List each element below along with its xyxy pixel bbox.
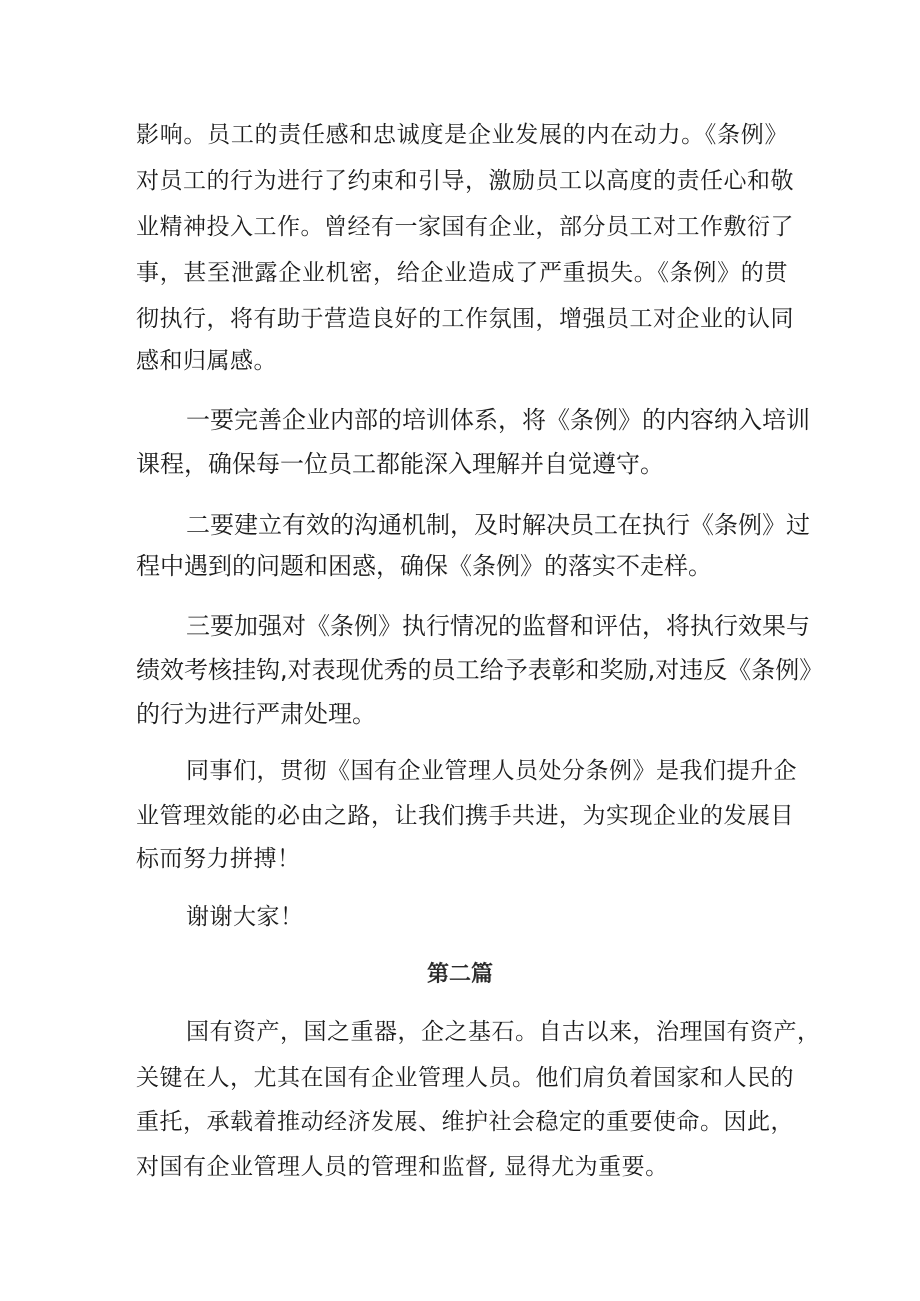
text-line: 重托，承载着推动经济发展、维护社会稳定的重要使命。因此， — [136, 1109, 794, 1135]
text-line: 二要建立有效的沟通机制，及时解决员工在执行《条例》过 — [186, 511, 810, 539]
text-line: 影响。员工的责任感和忠诚度是企业发展的内在动力。《条例》 — [136, 122, 788, 148]
text-line: 彻执行，将有助于营造良好的工作氛围，增强员工对企业的认同 — [136, 306, 794, 332]
text-line: 程中遇到的问题和困惑，确保《条例》的落实不走样。 — [136, 552, 712, 580]
text-line: 课程，确保每一位员工都能深入理解并自觉遵守。 — [136, 450, 664, 478]
text-line: 绩效考核挂钩,对表现优秀的员工给予表彰和奖励,对违反《条例》 — [136, 656, 824, 684]
text-line: 业管理效能的必由之路，让我们携手共进，为实现企业的发展目 — [136, 803, 794, 829]
text-line: 的行为进行严肃处理。 — [136, 700, 376, 728]
text-line: 对国有企业管理人员的管理和监督, 显得尤为重要。 — [136, 1154, 669, 1180]
text-line: 事，甚至泄露企业机密，给企业造成了严重损失。《条例》的贯 — [136, 260, 788, 286]
text-line: 同事们，贯彻《国有企业管理人员处分条例》是我们提升企 — [186, 758, 797, 784]
text-line: 感和归属感。 — [136, 348, 277, 374]
section-heading: 第二篇 — [426, 961, 493, 987]
text-line: 谢谢大家！ — [186, 904, 304, 930]
text-line: 关键在人，尤其在国有企业管理人员。他们肩负着国家和人民的 — [136, 1065, 794, 1091]
text-line: 标而努力拼搏！ — [136, 846, 301, 872]
text-line: 对员工的行为进行了约束和引导，激励员工以高度的责任心和敬 — [136, 168, 794, 194]
text-line: 业精神投入工作。曾经有一家国有企业，部分员工对工作敷衍了 — [136, 214, 794, 240]
text-line: 国有资产，国之重器，企之基石。自古以来，治理国有资产， — [186, 1019, 821, 1045]
text-line: 三要加强对《条例》执行情况的监督和评估，将执行效果与 — [186, 612, 810, 640]
text-line: 一要完善企业内部的培训体系，将《条例》的内容纳入培训 — [186, 406, 810, 434]
